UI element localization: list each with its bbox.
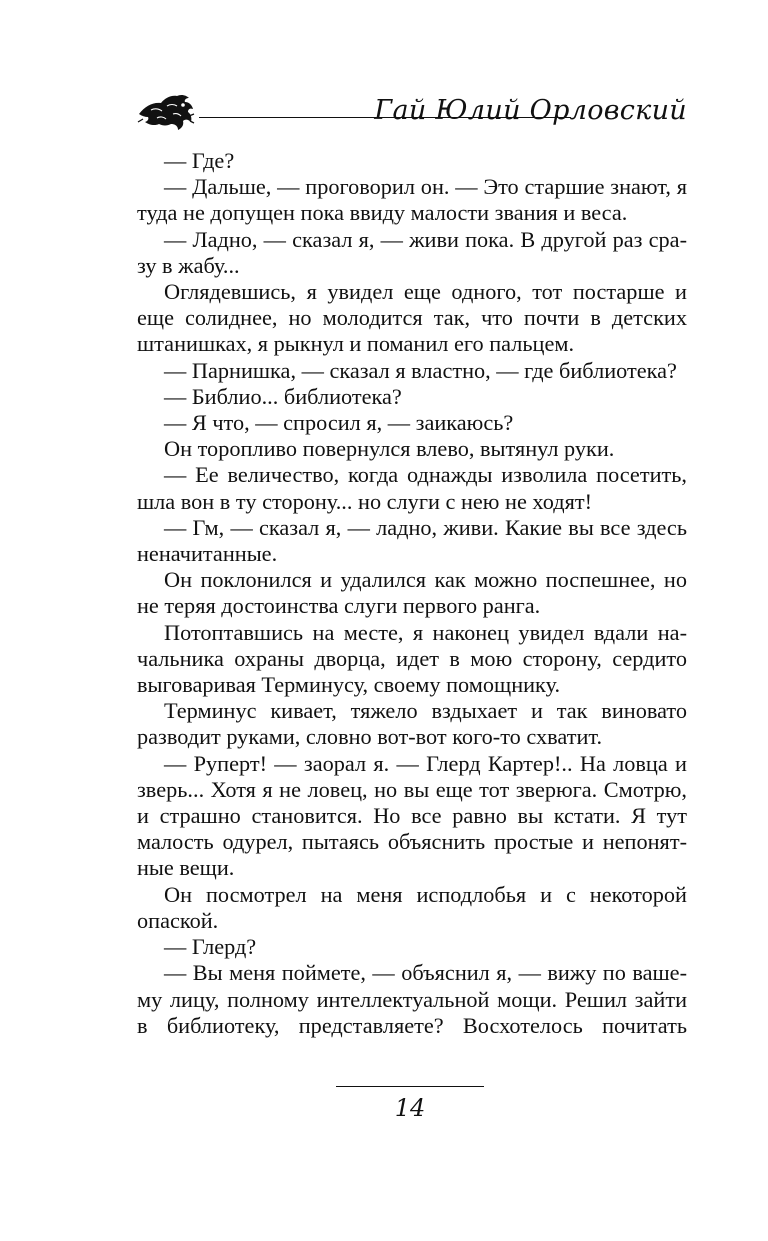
running-head: Гай Юлий Орловский: [374, 95, 687, 126]
paragraph: — Я что, — спросил я, — заикаюсь?: [164, 410, 514, 436]
paragraph: Оглядевшись, я увидел еще одного, тот постарше и еще солиднее, но молодится так, что почти в детских штанишках, я рыкнул и поманил его пальцем.: [137, 279, 687, 357]
paragraph: Терминус кивает, тяжело вздыхает и так виновато разводит руками, словно вот-вот кого-то схватит.: [137, 698, 687, 750]
paragraph: — Руперт! — заорал я. — Глерд Картер!.. На ловца и зверь... Хотя я не ловец, но вы еще тот зверюга. Смотрю, и страшно становится. Но все равно вы кстати. Я тут малость одурел, пытаясь объяснить простые и непонятные вещи.: [137, 750, 687, 881]
page-number: 14: [394, 1094, 426, 1122]
paragraph: — Парнишка, — сказал я властно, — где библиотека?: [164, 357, 677, 383]
paragraph: — Дальше, — проговорил он. — Это старшие знают, я туда не допущен пока ввиду малости звания и веса.: [137, 174, 687, 226]
paragraph: — Ее величество, когда однажды изволила посетить, шла вон в ту сторону... но слуги с нею не ходят!: [137, 462, 687, 514]
paragraph: — Библио... библиотека?: [164, 383, 402, 409]
page-header: [137, 86, 687, 138]
paragraph: — Где?: [164, 148, 235, 173]
body-text: [137, 148, 687, 1039]
paragraph: Он поклонился и удалился как можно поспешнее, но не теряя достоинства слуги первого ранга.: [137, 567, 687, 619]
paragraph: Он посмотрел на меня исподлобья и с некоторой опаской.: [137, 881, 687, 933]
paragraph: Потоптавшись на месте, я наконец увидел вдали начальника охраны дворца, идет в мою сторону, сердито выговаривая Терминусу, своему помощнику.: [137, 619, 687, 698]
paragraph: Он торопливо повернулся влево, вытянул руки.: [164, 436, 615, 462]
paragraph: — Глерд?: [164, 934, 257, 960]
paragraph: — Вы меня поймете, — объяснил я, — вижу по вашему лицу, полному интеллектуальной мощи. Решил зайти в библиотеку, представляете? Восхотелось почитать: [137, 960, 687, 1038]
footer-rule: [336, 1086, 484, 1087]
dragon-icon: [137, 92, 195, 132]
paragraph: — Гм, — сказал я, — ладно, живи. Какие вы все здесь неначитанные.: [137, 514, 687, 567]
paragraph: — Ладно, — сказал я, — живи пока. В другой раз сразу в жабу...: [137, 226, 687, 278]
